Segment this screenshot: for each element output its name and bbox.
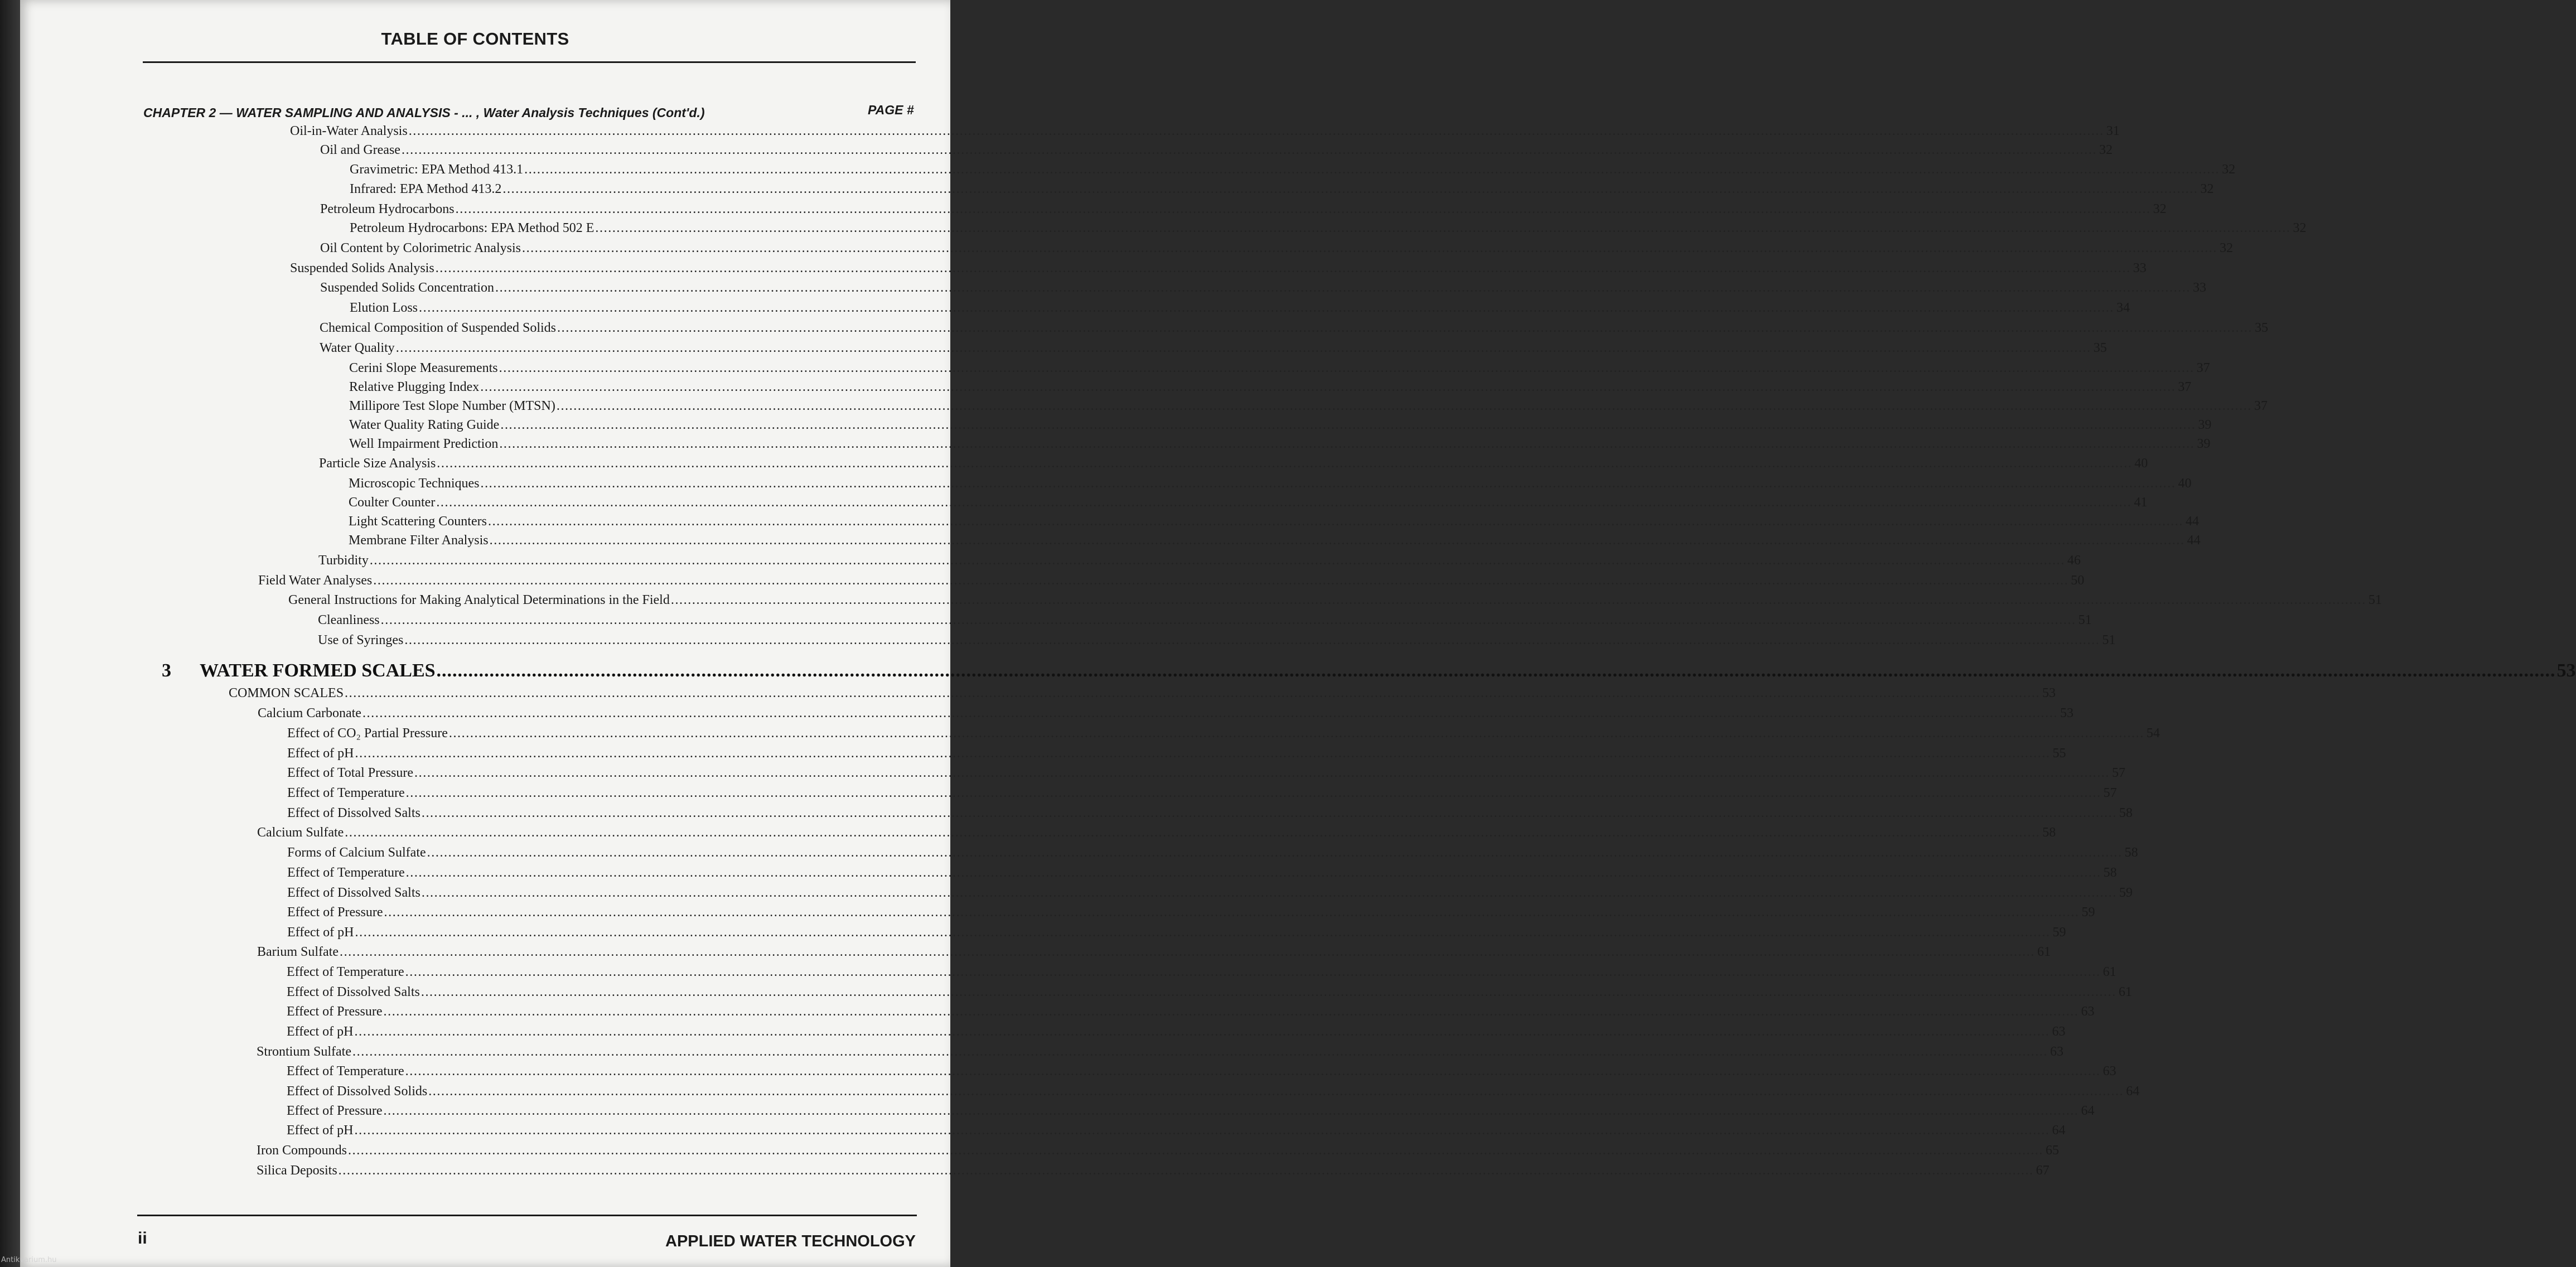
page-column-header: PAGE # <box>868 103 914 117</box>
toc-entry <box>320 143 2113 161</box>
toc-entry-page: 31 <box>2106 124 2120 138</box>
toc-leader-dots: ................................................................................................................................................................................................................................................................................................................................................................................................................ <box>405 786 2101 800</box>
toc-entry-title: Effect of Dissolved Salts <box>287 886 421 900</box>
toc-entry-title: Effect of Dissolved Salts <box>287 806 421 820</box>
chapter-title: WATER FORMED SCALES <box>200 660 436 681</box>
toc-leader-dots: ................................................................................................................................................................................................................................................................................................................................................................................................................ <box>404 633 2100 647</box>
toc-entry-page: 40 <box>2134 456 2148 471</box>
toc-leader-dots: ................................................................................................................................................................................................................................................................................................................................................................................................................ <box>428 1084 2124 1099</box>
toc-entry-title: Water Quality <box>320 341 395 355</box>
toc-entry <box>287 925 2066 943</box>
toc-entry <box>257 1143 2059 1161</box>
toc-entry-page: 63 <box>2081 1004 2095 1019</box>
chapter-page: 53 <box>2556 660 2576 681</box>
toc-leader-dots: ................................................................................................................................................................................................................................................................................................................................................................................................................ <box>362 706 2058 720</box>
toc-entry-title: Effect of CO₂ Partial Pressure <box>287 726 448 741</box>
toc-leader-dots: ................................................................................................................................................................................................................................................................................................................................................................................................................ <box>355 925 2051 940</box>
toc-entry-page: 33 <box>2192 281 2206 295</box>
toc-entry <box>287 806 2133 824</box>
toc-entry-title: Oil and Grease <box>320 143 400 157</box>
toc-entry <box>318 613 2092 631</box>
toc-entry-page: 44 <box>2187 533 2201 548</box>
toc-leader-dots: ................................................................................................................................................................................................................................................................................................................................................................................................................ <box>414 766 2110 780</box>
toc-entry <box>349 514 2199 532</box>
toc-entry <box>287 865 2117 883</box>
toc-entry-title: Cerini Slope Measurements <box>349 361 498 375</box>
toc-entry <box>287 786 2117 804</box>
toc-entry-title: Light Scattering Counters <box>349 514 487 529</box>
page-edge-shadow <box>0 0 20 1267</box>
toc-entry-title: Forms of Calcium Sulfate <box>287 845 426 860</box>
toc-leader-dots: ................................................................................................................................................................................................................................................................................................................................................................................................................ <box>436 660 2556 681</box>
watermark-text: Antikvarium.hu <box>1 1256 57 1264</box>
footer-page-number: ii <box>138 1229 147 1247</box>
toc-entry-page: 32 <box>2153 202 2167 216</box>
toc-entry-page: 58 <box>2119 806 2133 820</box>
toc-entry-page: 64 <box>2081 1104 2095 1118</box>
toc-leader-dots: ................................................................................................................................................................................................................................................................................................................................................................................................................ <box>408 124 2104 138</box>
toc-entry <box>320 241 2233 259</box>
toc-entry-page: 59 <box>2052 925 2066 940</box>
toc-entry-title: Silica Deposits <box>257 1163 337 1178</box>
toc-leader-dots: ................................................................................................................................................................................................................................................................................................................................................................................................................ <box>499 437 2195 451</box>
toc-entry <box>290 261 2147 279</box>
toc-leader-dots: ................................................................................................................................................................................................................................................................................................................................................................................................................ <box>489 533 2185 548</box>
toc-leader-dots: ................................................................................................................................................................................................................................................................................................................................................................................................................ <box>421 985 2116 999</box>
toc-entry <box>257 945 2051 963</box>
toc-leader-dots: ................................................................................................................................................................................................................................................................................................................................................................................................................ <box>355 746 2051 761</box>
toc-entry <box>349 418 2212 436</box>
toc-entry-page: 33 <box>2133 261 2147 275</box>
toc-entry-title: Calcium Carbonate <box>258 706 361 720</box>
toc-entry-page: 58 <box>2042 825 2056 840</box>
toc-leader-dots: ................................................................................................................................................................................................................................................................................................................................................................................................................ <box>499 361 2195 375</box>
toc-entry-title: Effect of Temperature <box>287 1064 404 1079</box>
toc-entry <box>287 746 2066 764</box>
toc-entry <box>318 633 2116 651</box>
toc-entry-title: Membrane Filter Analysis <box>349 533 489 548</box>
toc-entry-page: 64 <box>2052 1123 2066 1138</box>
toc-entry-page: 37 <box>2178 380 2192 394</box>
toc-entry <box>349 495 2148 513</box>
toc-entry-page: 63 <box>2050 1044 2063 1059</box>
toc-entry <box>349 399 2268 417</box>
toc-entry <box>290 124 2120 142</box>
toc-entry <box>287 845 2138 863</box>
toc-entry-title: Suspended Solids Concentration <box>320 281 494 295</box>
toc-leader-dots: ................................................................................................................................................................................................................................................................................................................................................................................................................ <box>480 476 2176 491</box>
toc-leader-dots: ................................................................................................................................................................................................................................................................................................................................................................................................................ <box>373 573 2069 588</box>
toc-entry <box>349 437 2211 454</box>
toc-entry-title: Water Quality Rating Guide <box>349 418 500 432</box>
toc-entry-page: 51 <box>2102 633 2116 647</box>
toc-leader-dots: ................................................................................................................................................................................................................................................................................................................................................................................................................ <box>348 1143 2043 1158</box>
toc-entry <box>257 1044 2063 1062</box>
toc-entry-page: 32 <box>2200 182 2214 196</box>
chapter-3-heading <box>162 660 2576 685</box>
toc-entry-title: Effect of Temperature <box>287 786 405 800</box>
toc-entry <box>350 221 2307 239</box>
toc-entry <box>258 573 2085 591</box>
toc-entry-title: Effect of pH <box>287 746 354 761</box>
toc-entry-page: 37 <box>2196 361 2210 375</box>
toc-entry <box>258 706 2074 724</box>
toc-entry <box>349 533 2201 551</box>
toc-entry <box>257 825 2056 843</box>
toc-leader-dots: ................................................................................................................................................................................................................................................................................................................................................................................................................ <box>401 143 2097 157</box>
toc-entry <box>257 1163 2050 1181</box>
chapter-2-heading: CHAPTER 2 — WATER SAMPLING AND ANALYSIS - ... , Water Analysis Techniques (Cont'd.) <box>143 105 705 120</box>
toc-leader-dots: ................................................................................................................................................................................................................................................................................................................................................................................................................ <box>339 945 2035 959</box>
toc-entry <box>287 1084 2140 1102</box>
toc-entry-title: Strontium Sulfate <box>257 1044 351 1059</box>
toc-leader-dots: ................................................................................................................................................................................................................................................................................................................................................................................................................ <box>383 1004 2079 1019</box>
toc-entry-title: Turbidity <box>318 553 369 568</box>
toc-leader-dots: ................................................................................................................................................................................................................................................................................................................................................................................................................ <box>448 726 2144 741</box>
toc-entry-title: Particle Size Analysis <box>319 456 436 471</box>
toc-entry-page: 35 <box>2255 321 2268 335</box>
toc-leader-dots: ................................................................................................................................................................................................................................................................................................................................................................................................................ <box>395 341 2091 355</box>
toc-entry-title: Effect of pH <box>287 1123 354 1138</box>
toc-entry-page: 37 <box>2254 399 2268 413</box>
toc-leader-dots: ................................................................................................................................................................................................................................................................................................................................................................................................................ <box>595 221 2291 235</box>
toc-entry <box>287 905 2095 923</box>
toc-entry-page: 41 <box>2134 495 2148 510</box>
toc-entry-title: Effect of Dissolved Solids <box>287 1084 428 1099</box>
toc-entry-title: Oil Content by Colorimetric Analysis <box>320 241 521 255</box>
toc-entry-title: Cleanliness <box>318 613 380 627</box>
page-title: TABLE OF CONTENTS <box>381 29 569 49</box>
toc-leader-dots: ................................................................................................................................................................................................................................................................................................................................................................................................................ <box>405 1064 2101 1079</box>
toc-leader-dots: ................................................................................................................................................................................................................................................................................................................................................................................................................ <box>369 553 2065 568</box>
toc-entry-page: 35 <box>2093 341 2107 355</box>
toc-entry-title: Calcium Sulfate <box>257 825 344 840</box>
toc-leader-dots: ................................................................................................................................................................................................................................................................................................................................................................................................................ <box>405 865 2101 880</box>
toc-leader-dots: ................................................................................................................................................................................................................................................................................................................................................................................................................ <box>435 261 2131 275</box>
toc-entry-title: Field Water Analyses <box>258 573 373 588</box>
toc-entry <box>350 301 2130 318</box>
toc-entry-title: Elution Loss <box>350 301 418 315</box>
toc-entry-title: Barium Sulfate <box>257 945 339 959</box>
toc-leader-dots: ................................................................................................................................................................................................................................................................................................................................................................................................................ <box>480 380 2176 394</box>
toc-entry <box>350 182 2214 200</box>
toc-leader-dots: ................................................................................................................................................................................................................................................................................................................................................................................................................ <box>384 905 2080 920</box>
toc-entry-title: Effect of pH <box>287 925 354 940</box>
toc-entry-title: Petroleum Hydrocarbons <box>320 202 455 216</box>
toc-entry-page: 65 <box>2046 1143 2059 1158</box>
toc-entry-page: 59 <box>2119 886 2133 900</box>
toc-entry-title: Effect of pH <box>287 1024 354 1039</box>
toc-entry-title: Effect of Dissolved Salts <box>287 985 420 999</box>
toc-leader-dots: ................................................................................................................................................................................................................................................................................................................................................................................................................ <box>354 1123 2050 1138</box>
toc-entry-title: Coulter Counter <box>349 495 436 510</box>
toc-entry-page: 40 <box>2178 476 2192 491</box>
toc-leader-dots: ................................................................................................................................................................................................................................................................................................................................................................................................................ <box>502 182 2198 196</box>
toc-entry-page: 55 <box>2052 746 2066 761</box>
toc-entry-page: 39 <box>2198 418 2212 432</box>
toc-entry-page: 39 <box>2197 437 2211 451</box>
toc-entry-page: 51 <box>2368 593 2382 607</box>
toc-entry-page: 44 <box>2185 514 2199 529</box>
toc-entry-page: 63 <box>2052 1024 2066 1039</box>
toc-leader-dots: ................................................................................................................................................................................................................................................................................................................................................................................................................ <box>419 301 2115 315</box>
footer-rule <box>137 1215 917 1216</box>
toc-entry-title: Oil-in-Water Analysis <box>290 124 408 138</box>
toc-entry <box>287 726 2160 744</box>
toc-entry <box>320 202 2167 220</box>
toc-entry <box>287 985 2132 1003</box>
toc-entry-page: 57 <box>2103 786 2117 800</box>
toc-entry <box>318 553 2081 571</box>
chapter-number: 3 <box>162 660 171 681</box>
toc-entry-page: 67 <box>2036 1163 2050 1178</box>
toc-entry-title: Millipore Test Slope Number (MTSN) <box>349 399 555 413</box>
toc-entry-page: 64 <box>2126 1084 2140 1099</box>
toc-leader-dots: ................................................................................................................................................................................................................................................................................................................................................................................................................ <box>495 281 2191 295</box>
toc-leader-dots: ................................................................................................................................................................................................................................................................................................................................................................................................................ <box>345 686 2041 700</box>
toc-entry-page: 53 <box>2060 706 2074 720</box>
toc-entry <box>288 593 2382 611</box>
toc-entry-title: Iron Compounds <box>257 1143 347 1158</box>
toc-entry-title: Gravimetric: EPA Method 413.1 <box>350 162 524 177</box>
toc-entry <box>320 321 2268 338</box>
toc-leader-dots: ................................................................................................................................................................................................................................................................................................................................................................................................................ <box>380 613 2076 627</box>
toc-entry-title: Microscopic Techniques <box>349 476 480 491</box>
toc-entry <box>350 162 2236 180</box>
toc-entry-title: COMMON SCALES <box>229 686 344 700</box>
toc-entry-page: 54 <box>2146 726 2160 741</box>
toc-entry-page: 59 <box>2081 905 2095 920</box>
toc-entry-page: 63 <box>2103 1064 2116 1079</box>
toc-leader-dots: ................................................................................................................................................................................................................................................................................................................................................................................................................ <box>427 845 2123 860</box>
toc-entry <box>287 886 2133 903</box>
toc-entry-title: Suspended Solids Analysis <box>290 261 434 275</box>
toc-entry-title: Chemical Composition of Suspended Solids <box>320 321 556 335</box>
toc-entry-title: Effect of Temperature <box>287 865 405 880</box>
toc-leader-dots: ................................................................................................................................................................................................................................................................................................................................................................................................................ <box>354 1024 2050 1039</box>
toc-leader-dots: ................................................................................................................................................................................................................................................................................................................................................................................................................ <box>345 825 2041 840</box>
toc-entry-page: 61 <box>2037 945 2051 959</box>
toc-entry <box>349 361 2210 379</box>
toc-entry-page: 32 <box>2222 162 2236 177</box>
toc-entry-title: Effect of Pressure <box>287 1104 383 1118</box>
toc-entry-page: 32 <box>2219 241 2233 255</box>
toc-entry <box>287 1024 2066 1042</box>
toc-leader-dots: ................................................................................................................................................................................................................................................................................................................................................................................................................ <box>421 886 2117 900</box>
toc-entry-page: 51 <box>2078 613 2092 627</box>
toc-entry-title: Effect of Pressure <box>287 905 383 920</box>
toc-entry <box>287 1104 2095 1121</box>
toc-leader-dots: ................................................................................................................................................................................................................................................................................................................................................................................................................ <box>487 514 2183 529</box>
toc-leader-dots: ................................................................................................................................................................................................................................................................................................................................................................................................................ <box>500 418 2196 432</box>
toc-entry <box>320 281 2206 298</box>
toc-entry-title: Infrared: EPA Method 413.2 <box>350 182 502 196</box>
toc-entry <box>287 965 2116 983</box>
toc-entry <box>349 380 2192 398</box>
toc-entry <box>319 456 2148 474</box>
toc-entry-title: Effect of Temperature <box>287 965 404 979</box>
toc-entry-title: Effect of Total Pressure <box>287 766 414 780</box>
toc-entry-title: Relative Plugging Index <box>349 380 480 394</box>
toc-leader-dots: ................................................................................................................................................................................................................................................................................................................................................................................................................ <box>352 1044 2048 1059</box>
toc-entry <box>349 476 2192 494</box>
toc-leader-dots: ................................................................................................................................................................................................................................................................................................................................................................................................................ <box>436 495 2132 510</box>
toc-entry-title: Well Impairment Prediction <box>349 437 499 451</box>
header-rule <box>143 61 916 63</box>
toc-entry <box>229 686 2056 704</box>
toc-entry-page: 58 <box>2103 865 2117 880</box>
toc-entry-page: 61 <box>2103 965 2116 979</box>
toc-leader-dots: ................................................................................................................................................................................................................................................................................................................................................................................................................ <box>524 162 2220 177</box>
toc-leader-dots: ................................................................................................................................................................................................................................................................................................................................................................................................................ <box>521 241 2217 255</box>
toc-entry-page: 46 <box>2067 553 2081 568</box>
toc-entry-page: 57 <box>2112 766 2126 780</box>
toc-entry-page: 32 <box>2293 221 2307 235</box>
toc-leader-dots: ................................................................................................................................................................................................................................................................................................................................................................................................................ <box>557 321 2253 335</box>
toc-entry-page: 32 <box>2099 143 2113 157</box>
toc-entry-title: General Instructions for Making Analytical Determinations in the Field <box>288 593 670 607</box>
toc-entry-title: Effect of Pressure <box>287 1004 383 1019</box>
toc-leader-dots: ................................................................................................................................................................................................................................................................................................................................................................................................................ <box>455 202 2151 216</box>
footer-book-title: APPLIED WATER TECHNOLOGY <box>665 1232 916 1250</box>
toc-leader-dots: ................................................................................................................................................................................................................................................................................................................................................................................................................ <box>338 1163 2034 1178</box>
toc-entry-title: Use of Syringes <box>318 633 404 647</box>
toc-leader-dots: ................................................................................................................................................................................................................................................................................................................................................................................................................ <box>437 456 2133 471</box>
toc-leader-dots: ................................................................................................................................................................................................................................................................................................................................................................................................................ <box>556 399 2252 413</box>
toc-entry-page: 50 <box>2071 573 2085 588</box>
toc-entry-page: 61 <box>2118 985 2132 999</box>
toc-leader-dots: ................................................................................................................................................................................................................................................................................................................................................................................................................ <box>383 1104 2079 1118</box>
toc-entry-page: 34 <box>2116 301 2130 315</box>
toc-entry <box>287 1004 2095 1022</box>
toc-entry <box>320 341 2107 359</box>
toc-entry-page: 53 <box>2042 686 2056 700</box>
toc-entry <box>287 1064 2116 1082</box>
toc-leader-dots: ................................................................................................................................................................................................................................................................................................................................................................................................................ <box>405 965 2101 979</box>
toc-leader-dots: ................................................................................................................................................................................................................................................................................................................................................................................................................ <box>421 806 2117 820</box>
toc-entry <box>287 1123 2066 1141</box>
toc-entry-page: 58 <box>2124 845 2138 860</box>
toc-leader-dots: ................................................................................................................................................................................................................................................................................................................................................................................................................ <box>670 593 2366 607</box>
toc-entry-title: Petroleum Hydrocarbons: EPA Method 502 E <box>350 221 595 235</box>
toc-entry <box>287 766 2126 784</box>
